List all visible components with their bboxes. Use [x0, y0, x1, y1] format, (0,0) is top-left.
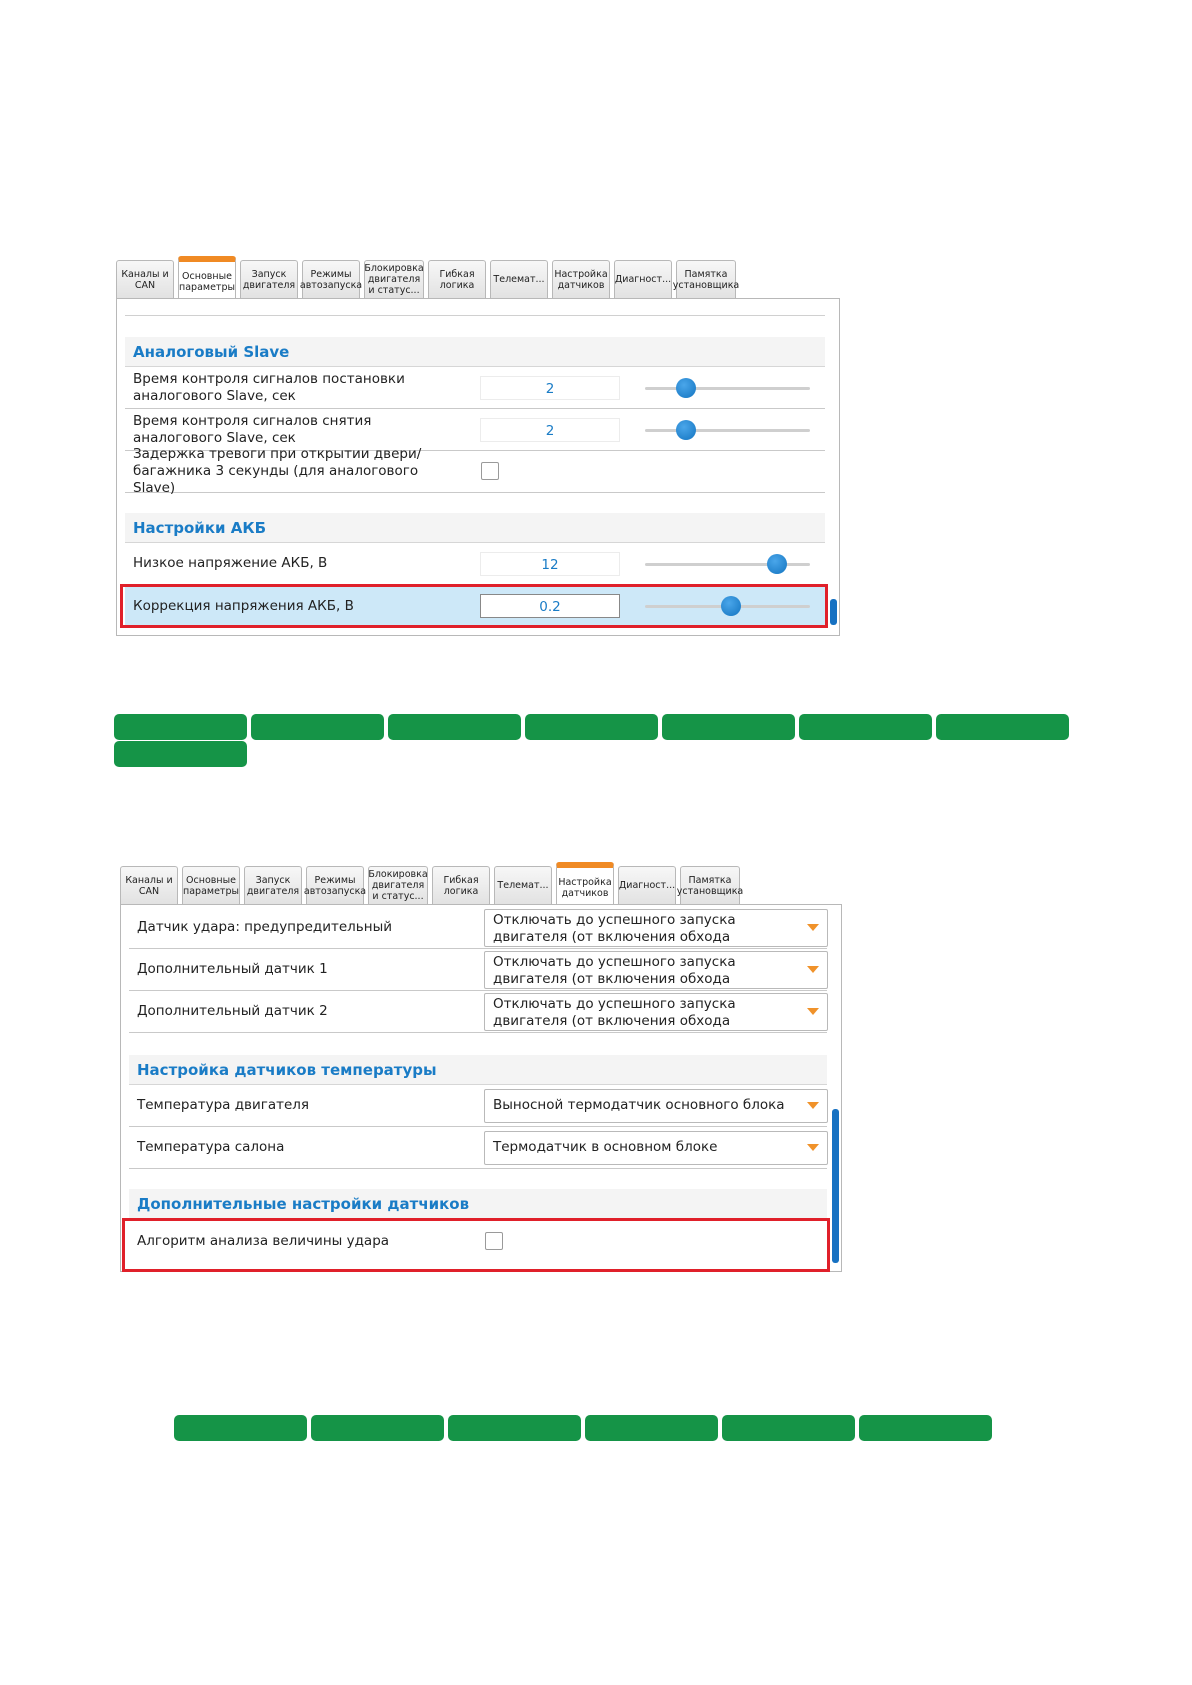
divider [125, 315, 825, 316]
tab-item[interactable]: Блокировка двигателя и статус... [364, 260, 424, 298]
scrollbar[interactable] [830, 599, 837, 625]
highlight-frame [122, 1218, 830, 1272]
tab-item[interactable]: Запуск двигателя [240, 260, 298, 298]
tab-item[interactable]: Памятка установщика [676, 260, 736, 298]
row-label: Дополнительный датчик 1 [137, 961, 328, 977]
row-alarm-delay [125, 446, 825, 496]
tab-item[interactable]: Телемат... [490, 260, 548, 298]
row-disarm-control-time [125, 409, 825, 451]
green-bar [585, 1415, 718, 1441]
dropdown-value: Выносной термодатчик основного блока [493, 1097, 785, 1113]
section-title-analog-slave: Аналоговый Slave [125, 337, 825, 367]
green-bar [251, 714, 384, 740]
dropdown-value: Отключать до успешного запуска двигателя (от включения обхода [493, 996, 736, 1029]
settings-content [120, 904, 842, 1272]
chevron-down-icon [807, 1008, 819, 1015]
green-bar [525, 714, 658, 740]
green-bar [114, 714, 247, 740]
dropdown-value: Отключать до успешного запуска двигателя (от включения обхода [493, 954, 736, 987]
tab-item[interactable]: Памятка установщика [680, 866, 740, 904]
slider-track[interactable] [645, 429, 810, 432]
row-label: Дополнительный датчик 2 [137, 1003, 328, 1019]
row-extra-sensor-2 [129, 991, 827, 1033]
tab-item[interactable]: Телемат... [494, 866, 552, 904]
scrollbar[interactable] [832, 1109, 839, 1263]
cabin-temp-dropdown[interactable] [484, 1131, 828, 1165]
row-label: Датчик удара: предупредительный [137, 919, 393, 935]
tab-item[interactable]: Гибкая логика [428, 260, 486, 298]
alarm-delay-checkbox[interactable] [481, 462, 499, 480]
value-field[interactable]: 0.2 [480, 594, 620, 618]
row-label: Температура салона [137, 1139, 285, 1155]
slider-track[interactable] [645, 563, 810, 566]
chevron-down-icon [807, 966, 819, 973]
tab-item[interactable]: Блокировка двигателя и статус... [368, 866, 428, 904]
green-bar [662, 714, 795, 740]
row-shock-sensor-warning [129, 907, 827, 949]
slider-thumb[interactable] [676, 420, 696, 440]
row-label: Алгоритм анализа величины удара [137, 1232, 390, 1249]
green-bar [722, 1415, 855, 1441]
row-extra-sensor-1 [129, 949, 827, 991]
value-field[interactable]: 2 [480, 376, 620, 400]
extra-sensor-1-dropdown[interactable] [484, 951, 828, 989]
slider-thumb[interactable] [767, 554, 787, 574]
tab-item[interactable]: Гибкая логика [432, 866, 490, 904]
row-label: Задержка тревоги при открытии двери/багажника 3 секунды (для аналогового Slave) [133, 446, 422, 496]
shock-sensor-dropdown[interactable] [484, 909, 828, 947]
dropdown-value: Термодатчик в основном блоке [493, 1139, 718, 1155]
tab-item[interactable]: Настройка датчиков [552, 260, 610, 298]
tab-item[interactable]: Каналы и CAN [120, 866, 178, 904]
extra-sensor-2-dropdown[interactable] [484, 993, 828, 1031]
chevron-down-icon [807, 924, 819, 931]
row-label: Низкое напряжение АКБ, В [133, 555, 328, 571]
panel-sensor-settings [120, 864, 842, 1272]
value-field[interactable]: 12 [480, 552, 620, 576]
tab-item[interactable]: Запуск двигателя [244, 866, 302, 904]
value-field[interactable]: 2 [480, 418, 620, 442]
green-bar [936, 714, 1069, 740]
green-bar [114, 741, 247, 767]
tab-item[interactable]: Режимы автозапуска [306, 866, 364, 904]
chevron-down-icon [807, 1102, 819, 1109]
dropdown-value: Отключать до успешного запуска двигателя (от включения обхода [493, 912, 736, 945]
slider-track[interactable] [645, 387, 810, 390]
tab-item[interactable]: Основные параметры [182, 866, 240, 904]
green-bar [448, 1415, 581, 1441]
section-title-akb: Настройки АКБ [125, 513, 825, 543]
row-arm-control-time [125, 367, 825, 409]
row-cabin-temperature [129, 1127, 827, 1169]
highlight-frame [120, 584, 828, 628]
panel-basic-params [116, 258, 840, 636]
tab-item[interactable]: Основные параметры [178, 256, 236, 300]
tab-item[interactable]: Диагност... [614, 260, 672, 298]
tab-item[interactable]: Режимы автозапуска [302, 260, 360, 298]
engine-temp-dropdown[interactable] [484, 1089, 828, 1123]
tab-item[interactable]: Настройка датчиков [556, 862, 614, 906]
slider-thumb[interactable] [676, 378, 696, 398]
row-label: Температура двигателя [137, 1097, 310, 1113]
green-bar [388, 714, 521, 740]
row-label: Время контроля сигналов снятия аналогового Slave, сек [133, 412, 372, 446]
section-title-extra-sensors: Дополнительные настройки датчиков [129, 1189, 827, 1219]
row-label: Время контроля сигналов постановки аналогового Slave, сек [133, 370, 405, 404]
row-low-voltage [125, 543, 825, 585]
green-bar [311, 1415, 444, 1441]
tab-item[interactable]: Диагност... [618, 866, 676, 904]
section-title-temperature: Настройка датчиков температуры [129, 1055, 827, 1085]
row-engine-temperature [129, 1085, 827, 1127]
chevron-down-icon [807, 1144, 819, 1151]
tab-item[interactable]: Каналы и CAN [116, 260, 174, 298]
green-bar [174, 1415, 307, 1441]
green-bar [799, 714, 932, 740]
green-bar [859, 1415, 992, 1441]
row-label: Коррекция напряжения АКБ, В [133, 597, 354, 614]
